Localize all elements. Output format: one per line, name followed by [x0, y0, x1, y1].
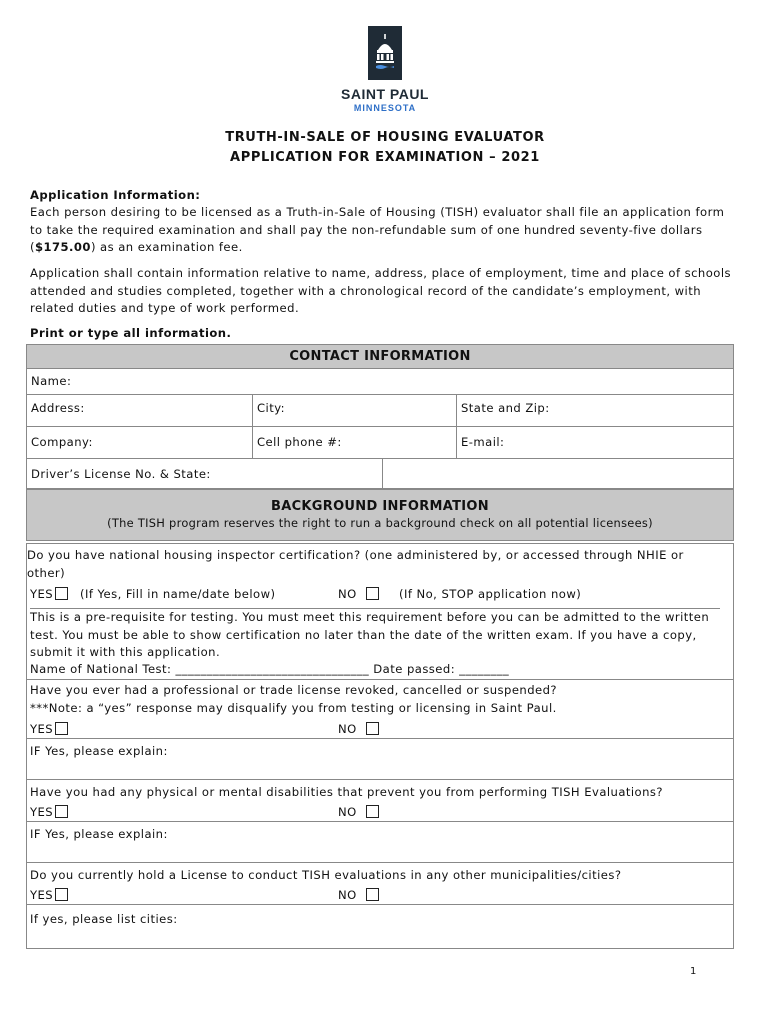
certification-question-text: Do you have national housing inspector certification? (one administered by, or accessed through NHIE or other): [27, 548, 684, 580]
disabilities-explain[interactable]: IF Yes, please explain:: [30, 827, 168, 841]
email-field[interactable]: [457, 427, 733, 458]
other-license-question-text: Do you currently hold a License to conduct TISH evaluations in any other municipalities/cities?: [30, 868, 622, 882]
contact-section-header: [26, 344, 734, 369]
company-field[interactable]: [27, 427, 253, 458]
fee-amount: $175.00: [34, 240, 91, 254]
prerequisite-text: This is a pre-requisite for testing. You must meet this requirement before you can be admitted to the written test. You must be able to show certification no later than the date of the written exam. If you have a copy, submit it with this application.: [30, 608, 720, 662]
print-instruction: Print or type all information.: [30, 326, 232, 340]
license-revoked-yes-option[interactable]: [30, 722, 68, 736]
document-title-line1: TRUTH-IN-SALE OF HOUSING EVALUATOR: [225, 130, 545, 145]
license-revoked-no-option[interactable]: [338, 722, 379, 736]
name-row[interactable]: [26, 369, 734, 395]
certification-no-label: NO: [338, 587, 357, 601]
background-check-notice: (The TISH program reserves the right to run a background check on all potential licensees): [107, 516, 653, 530]
disabilities-question: [26, 780, 734, 863]
city-label: City:: [257, 401, 286, 415]
city-field[interactable]: [253, 395, 457, 426]
license-revoked-no-checkbox[interactable]: [366, 722, 379, 735]
email-label: E-mail:: [461, 435, 505, 449]
disabilities-question-text: Have you had any physical or mental disabilities that prevent you from performing TISH Evaluations?: [30, 785, 663, 799]
other-license-no-checkbox[interactable]: [366, 888, 379, 901]
background-section-header: [26, 489, 734, 541]
license-revoked-explain[interactable]: IF Yes, please explain:: [30, 744, 168, 758]
application-contents-paragraph: Application shall contain information relative to name, address, place of employment, time and place of schools attended and studies completed, together with a chronological record of the candidate’s employment, with related duties and type of work performed.: [30, 266, 731, 315]
document-title-line2: APPLICATION FOR EXAMINATION – 2021: [230, 150, 540, 165]
certification-no-note: (If No, STOP application now): [399, 587, 582, 601]
license-revoked-question-text: Have you ever had a professional or trade license revoked, cancelled or suspended?: [30, 683, 558, 697]
certification-no-option[interactable]: [338, 587, 379, 601]
certification-no-checkbox[interactable]: [366, 587, 379, 600]
page-number: 1: [690, 966, 697, 977]
logo-state-name: MINNESOTA: [353, 103, 417, 113]
license-revoked-no-label: NO: [338, 722, 357, 736]
cell-phone-label: Cell phone #:: [257, 435, 342, 449]
application-info-heading: Application Information:: [30, 188, 201, 202]
certification-yes-option[interactable]: [30, 587, 68, 601]
other-license-yes-label: YES: [30, 888, 54, 902]
disabilities-yes-label: YES: [30, 805, 54, 819]
background-header-title: BACKGROUND INFORMATION: [271, 499, 489, 514]
disabilities-yes-option[interactable]: [30, 805, 68, 819]
address-field[interactable]: [27, 395, 253, 426]
address-row: [26, 395, 734, 427]
application-info-paragraph: [30, 204, 735, 257]
state-zip-label: State and Zip:: [461, 401, 550, 415]
certification-yes-note: (If Yes, Fill in name/date below): [80, 587, 276, 601]
disabilities-yes-checkbox[interactable]: [55, 805, 68, 818]
contact-header-title: CONTACT INFORMATION: [289, 349, 471, 364]
fee-text-before: Each person desiring to be licensed as a Truth-in-Sale of Housing (TISH) evaluator shall file an application form to take the required examination and shall pay the non-refundable sum of one hundred seventy-five dollars (: [30, 205, 725, 254]
cell-phone-field[interactable]: [253, 427, 457, 458]
other-license-question: [26, 863, 734, 949]
fee-text-after: ) as an examination fee.: [90, 240, 243, 254]
national-test-line[interactable]: Name of National Test: _______________________________ Date passed: ________: [30, 662, 510, 676]
other-license-yes-checkbox[interactable]: [55, 888, 68, 901]
state-zip-field[interactable]: [457, 395, 733, 426]
other-license-no-label: NO: [338, 888, 357, 902]
drivers-license-field[interactable]: [27, 459, 383, 488]
certification-yes-label: YES: [30, 587, 54, 601]
disabilities-no-option[interactable]: [338, 805, 379, 819]
saint-paul-logo: [336, 26, 434, 113]
logo-city-name: SAINT PAUL: [341, 86, 429, 102]
disabilities-no-checkbox[interactable]: [366, 805, 379, 818]
company-row: [26, 427, 734, 459]
other-license-cities[interactable]: If yes, please list cities:: [30, 912, 178, 926]
drivers-license-label: Driver’s License No. & State:: [31, 467, 211, 481]
application-form: [26, 344, 734, 949]
company-label: Company:: [31, 435, 93, 449]
address-label: Address:: [31, 401, 85, 415]
disabilities-no-label: NO: [338, 805, 357, 819]
certification-yes-checkbox[interactable]: [55, 587, 68, 600]
license-revoked-question: [26, 680, 734, 780]
license-row: [26, 459, 734, 489]
license-revoked-note: ***Note: a “yes” response may disqualify you from testing or licensing in Saint Paul.: [30, 701, 557, 715]
license-revoked-yes-label: YES: [30, 722, 54, 736]
license-revoked-yes-checkbox[interactable]: [55, 722, 68, 735]
capitol-dome-icon: [368, 26, 402, 80]
other-license-no-option[interactable]: [338, 888, 379, 902]
other-license-yes-option[interactable]: [30, 888, 68, 902]
name-label: Name:: [31, 374, 72, 388]
certification-question: [26, 543, 734, 680]
